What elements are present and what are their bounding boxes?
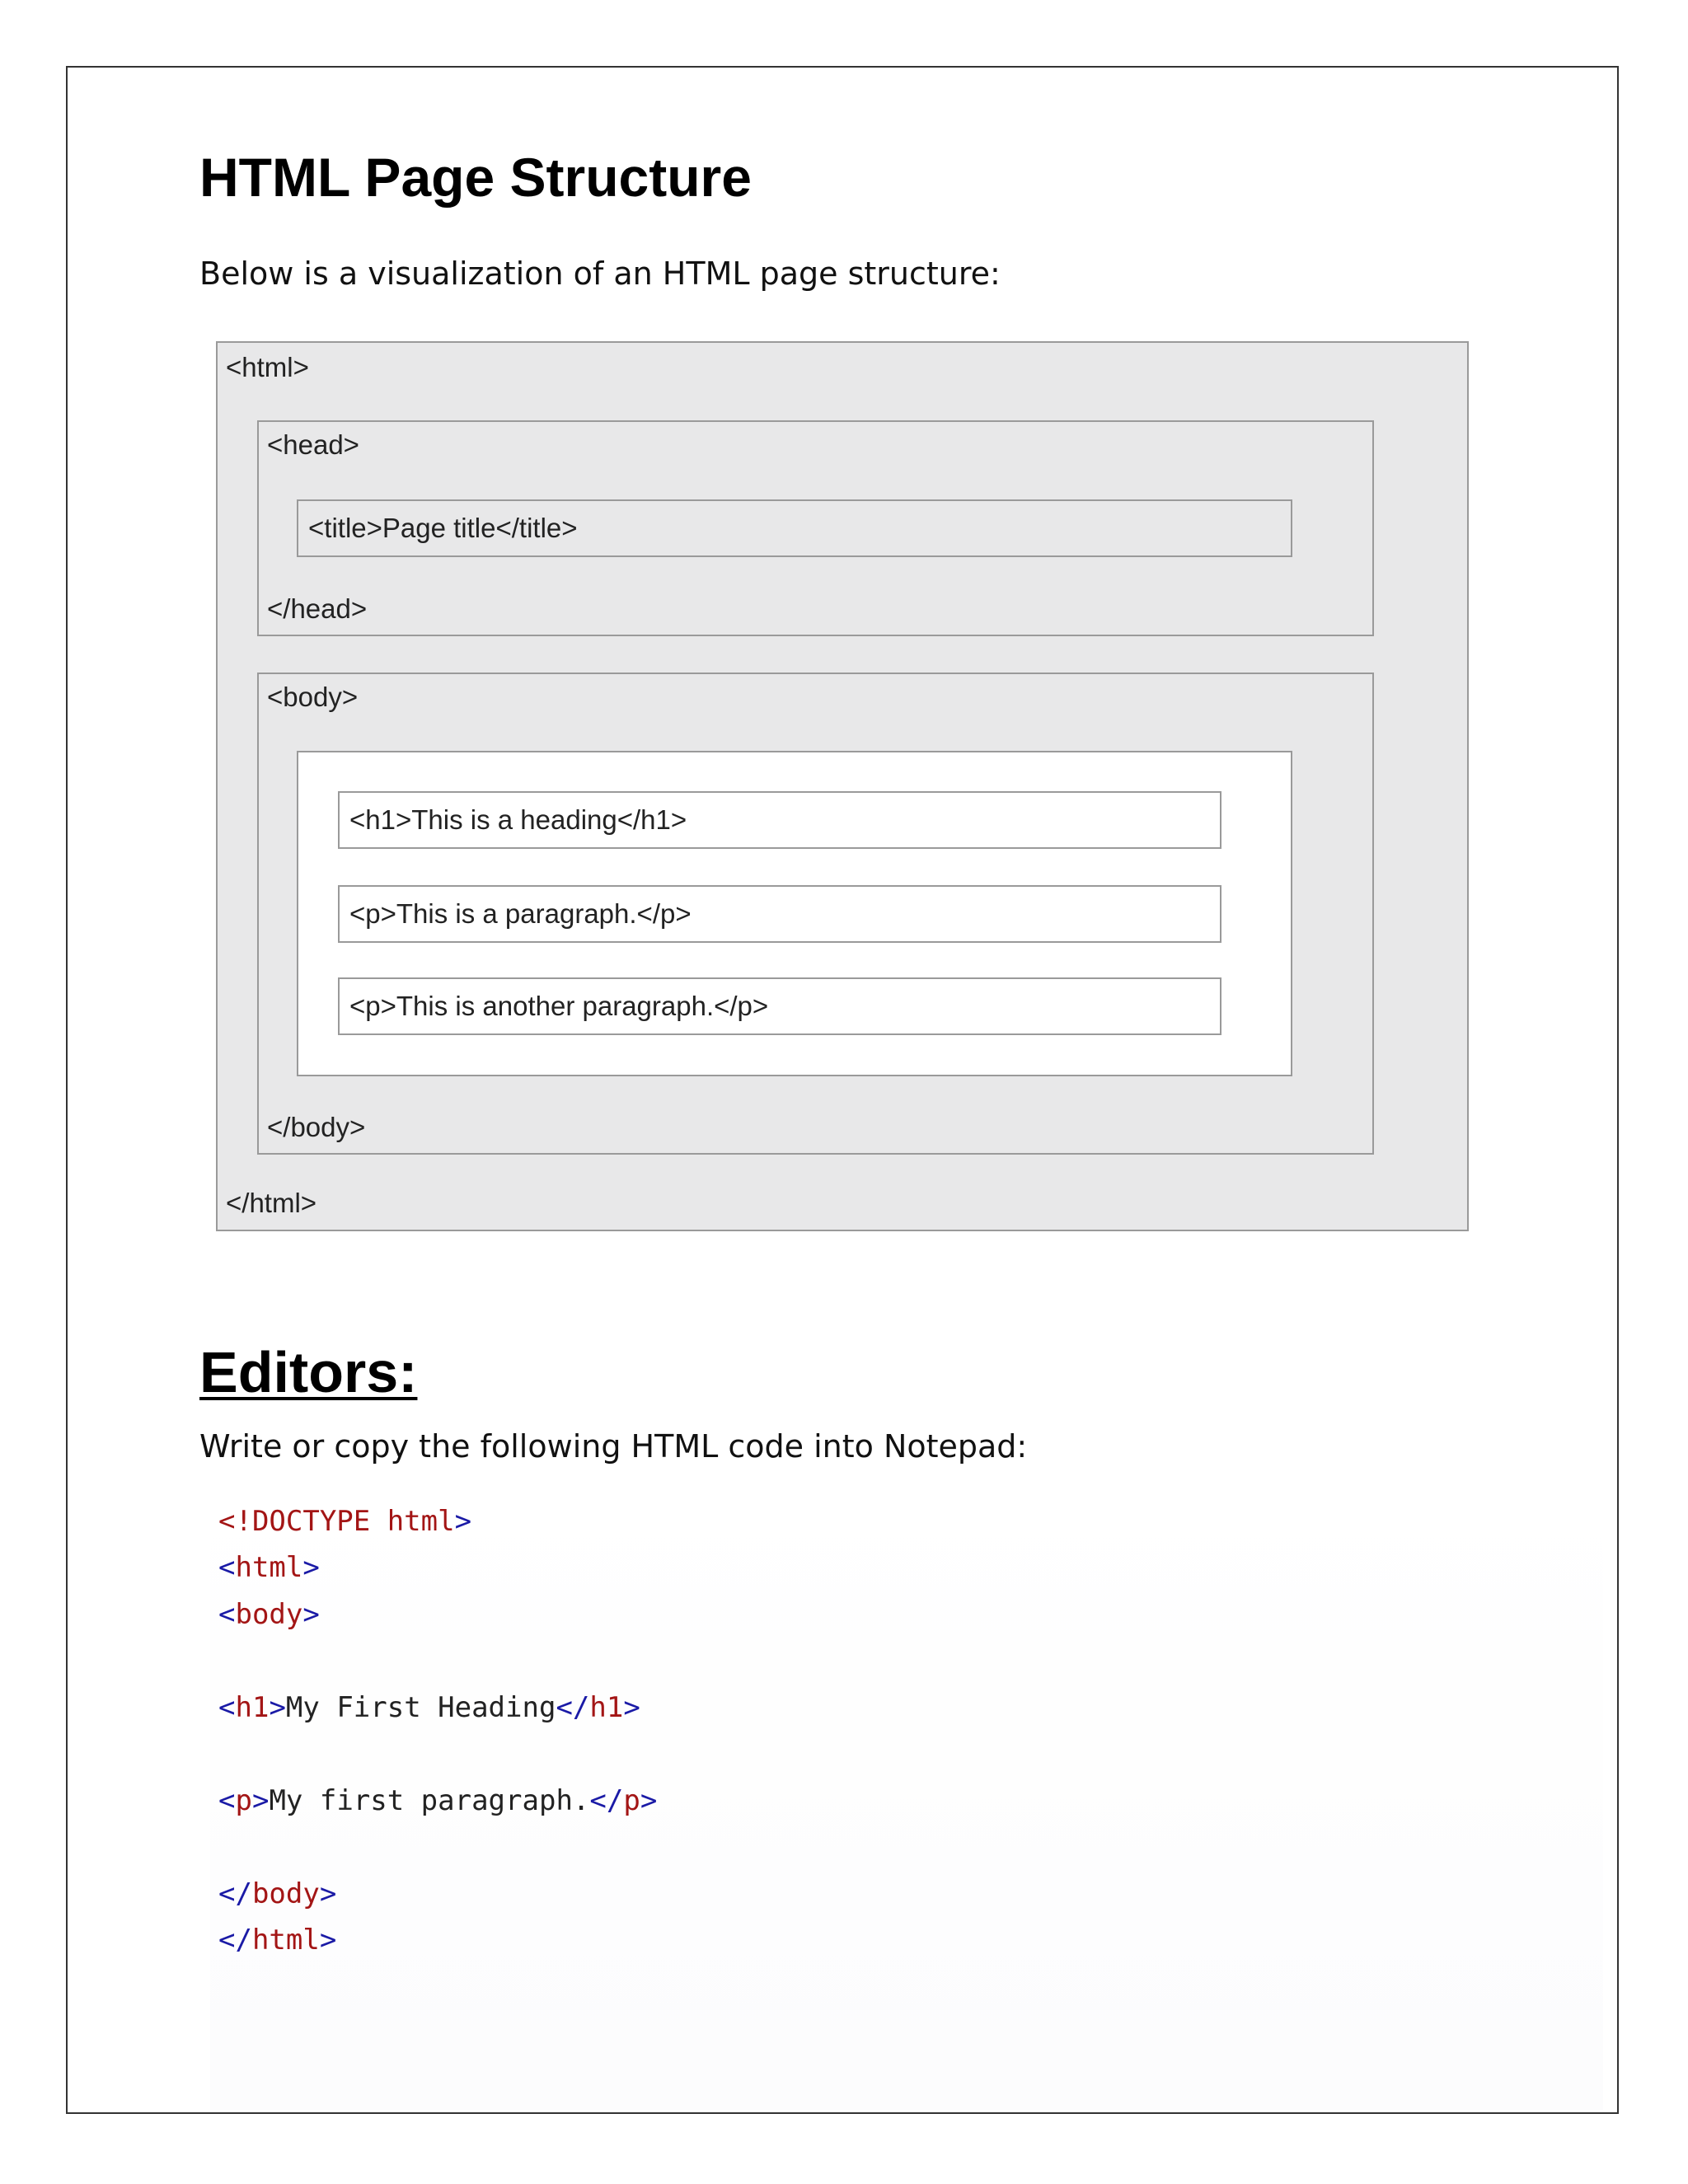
code-line-body-open: <body> [218,1598,320,1631]
editors-heading: Editors: [199,1340,418,1404]
code-line-p: <p>My first paragraph.</p> [218,1784,658,1817]
code-line-body-close: </body> [218,1877,337,1910]
html-open-tag: <html> [226,352,309,382]
code-sample [210,1483,1603,2110]
editors-instruction: Write or copy the following HTML code into Notepad: [199,1428,1028,1465]
body-open-tag: <body> [267,682,359,712]
diagram-p2-box [338,977,1221,1035]
page-title: HTML Page Structure [199,147,752,208]
h1-element: <h1>This is a heading</h1> [349,804,687,835]
code-line-html-close: </html> [218,1924,337,1957]
diagram-title-box [297,499,1292,557]
intro-text: Below is a visualization of an HTML page structure: [199,255,1001,292]
code-line-h1: <h1>My First Heading</h1> [218,1691,640,1724]
html-close-tag: </html> [226,1188,317,1218]
p1-element: <p>This is a paragraph.</p> [349,898,692,929]
code-line-html-open: <html> [218,1551,320,1584]
head-close-tag: </head> [267,593,368,624]
body-close-tag: </body> [267,1112,366,1142]
diagram-p1-box [338,885,1221,943]
p2-element: <p>This is another paragraph.</p> [349,991,769,1021]
code-line-doctype: <!DOCTYPE html> [218,1505,472,1538]
head-open-tag: <head> [267,429,359,460]
title-element: <title>Page title</title> [308,513,578,543]
diagram-h1-box [338,791,1221,849]
